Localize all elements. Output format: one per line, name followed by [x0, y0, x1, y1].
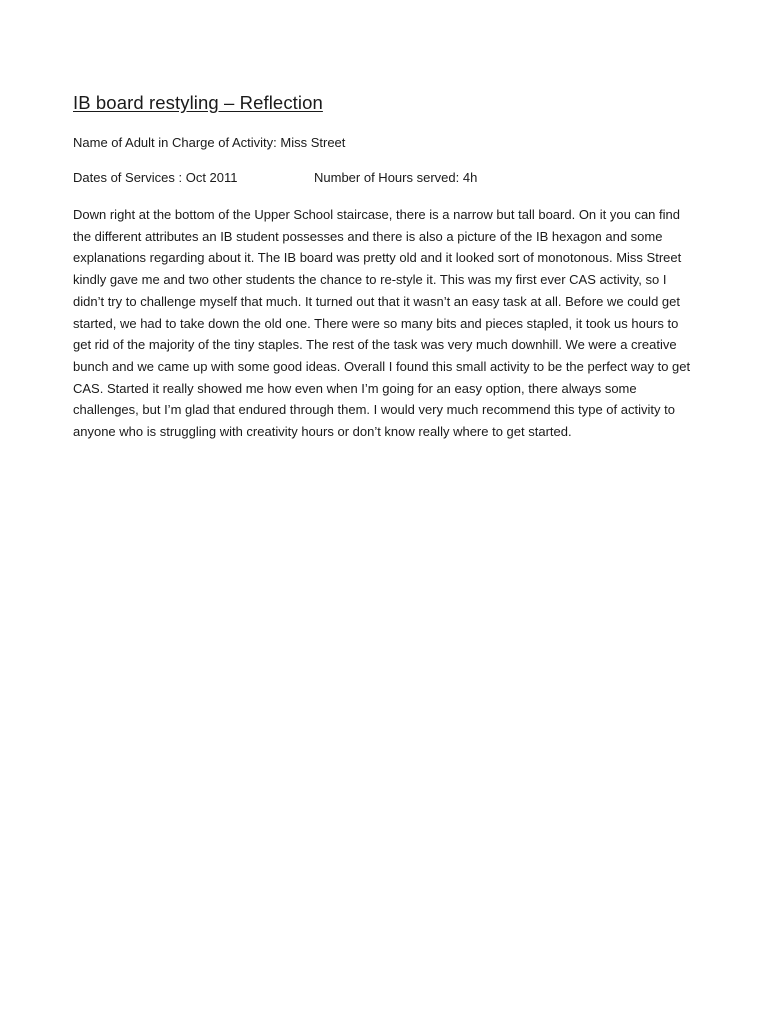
hours-served-line: Number of Hours served: 4h — [314, 170, 478, 185]
dates-of-services-line: Dates of Services : Oct 2011 — [73, 170, 238, 185]
document-title: IB board restyling – Reflection — [73, 92, 323, 113]
reflection-body-paragraph: Down right at the bottom of the Upper School staircase, there is a narrow but tall board. On it you can find the different attributes an IB student possesses and there is also a picture of the IB hexagon and some explanations regarding about it. The IB board was pretty old and it looked sort of monotonous. Miss Street kindly gave me and two other students the chance to re-style it. This was my first ever CAS activity, so I didn’t try to challenge myself that much. It turned out that it wasn’t an easy task at all. Before we could get started, we had to take down the old one. There were so many bits and pieces stapled, it took us hours to get rid of the majority of the tiny staples. The rest of the task was very much downhill. We were a creative bunch and we came up with some good ideas. Overall I found this small activity to be the perfect way to get CAS. Started it really showed me how even when I’m going for an easy option, there always some challenges, but I’m glad that endured through them. I would very much recommend this type of activity to anyone who is struggling with creativity hours or don’t know really where to get started. — [73, 207, 691, 440]
adult-in-charge-line: Name of Adult in Charge of Activity: Miss Street — [73, 135, 346, 150]
